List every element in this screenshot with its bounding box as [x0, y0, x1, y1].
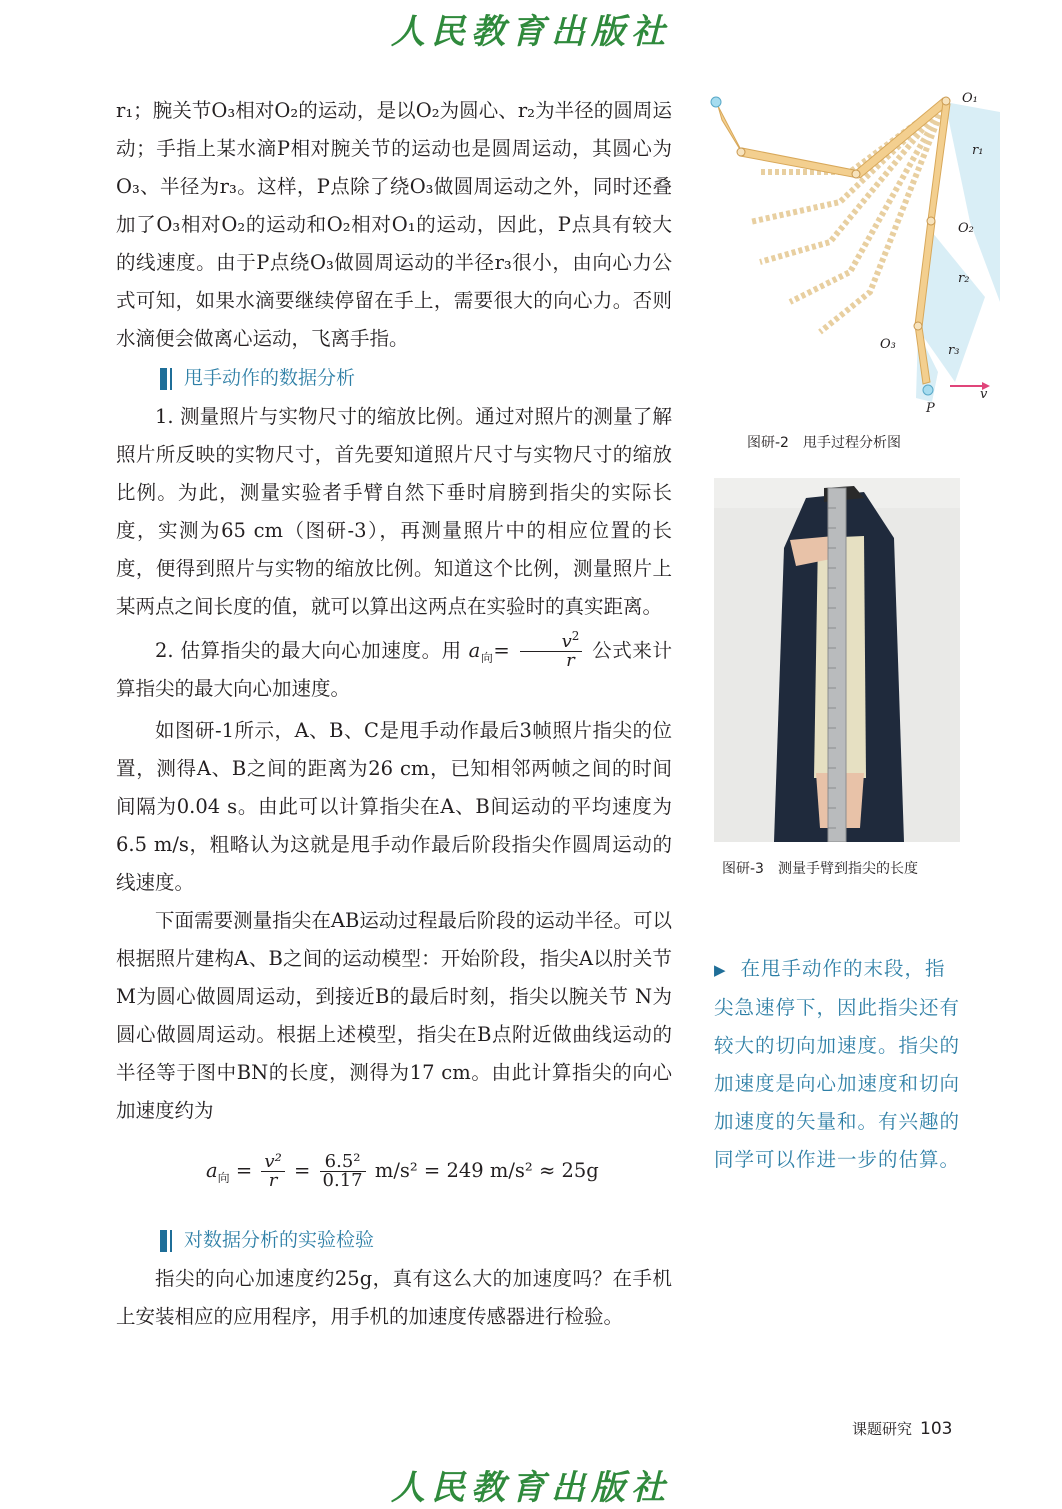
label-o2: O₂ [958, 221, 974, 236]
display-formula: $a_向$ = $\frac{\text{v²}}{r}$ = $\frac{\text{6.5²}}{0.17}$ m/s² = 249 m/s² ≈ 25g [206, 1151, 599, 1191]
footer-logo: 人民教育出版社 [391, 1468, 671, 1508]
formula-inline-fraction: $\frac{v^2}{r}$ [520, 633, 583, 670]
heading-bar-thin [170, 1230, 172, 1252]
page-number: 103 [920, 1419, 953, 1439]
paragraph-6: 指尖的向心加速度约25g，真有这么大的加速度吗？在手机上安装相应的应用程序，用手机的加速度传感器进行检验。 [116, 1267, 672, 1328]
main-text [116, 92, 672, 1336]
paragraph-2: 1. 测量照片与实物尺寸的缩放比例。通过对照片的测量了解照片所反映的实物尺寸，首先要知道照片尺寸与实物尺寸的缩放比例。为此，测量实验者手臂自然下垂时肩膀到指尖的实际长度，实测为65 cm（图研-3），再测量照片中的相应位置的长度，便得到照片与实物的缩放比例。知道这个比例，测量照片上某两点之间长度的值，就可以算出这两点在实验时的真实距离。 [116, 405, 672, 618]
water-drop-p [923, 385, 933, 395]
label-v: v [980, 387, 988, 402]
paragraph-3-b: 公式来计算指尖的最大向心加速度。 [116, 639, 672, 700]
side-note [714, 950, 962, 1179]
formula-num: 6.5² [320, 1153, 366, 1172]
label-o3: O₃ [880, 337, 896, 352]
header-logo: 人民教育出版社 [391, 12, 671, 52]
section-heading-1 [116, 358, 672, 398]
page-footer [852, 1418, 952, 1439]
section-heading-2 [116, 1220, 672, 1260]
figure-2-caption: 图研-2 甩手过程分析图 [747, 435, 901, 451]
formula-frac-2 [320, 1153, 366, 1190]
note-arrow-icon: ▶ [714, 961, 727, 979]
paragraph-5: 下面需要测量指尖在AB运动过程最后阶段的运动半径。可以根据照片建构A、B之间的运动模型：开始阶段，指尖A以肘关节M为圆心做圆周运动，到接近B的最后时刻，指尖以腕关节 N为圆心做圆周运动。根据上述模型，指尖在B点附近做曲线运动的半径等于图中BN的长度，测得为17 cm。由此计算指尖的向心加速度约为 [116, 909, 672, 1122]
formula-rest: m/s² = 249 m/s² ≈ 25g [374, 1159, 599, 1182]
label-r3: r₃ [948, 343, 960, 358]
paragraph-4: 如图研-1所示，A、B、C是甩手动作最后3帧照片指尖的位置，测得A、B之间的距离为26 cm，已知相邻两帧之间的时间间隔为0.04 s。由此可以计算指尖在A、B间运动的平均速度为6.5 m/s，粗略认为这就是甩手动作最后阶段指尖作圆周运动的线速度。 [116, 719, 672, 894]
heading-bar-thin [170, 368, 172, 390]
label-r2: r₂ [958, 271, 970, 286]
figure-3-caption: 图研-3 测量手臂到指尖的长度 [722, 861, 918, 877]
ghost-arms [750, 102, 945, 332]
label-o1: O₁ [962, 91, 978, 106]
heading-bar-icon [160, 368, 167, 390]
note-text: 在甩手动作的末段，指尖急速停下，因此指尖还有较大的切向加速度。指尖的加速度是向心加速度和切向加速度的矢量和。有兴趣的同学可以作进一步的估算。 [714, 957, 961, 1171]
label-p: P [926, 401, 935, 416]
heading-bar-icon [160, 1230, 167, 1252]
figure-arm-swing-diagram [700, 82, 1000, 422]
formula-lhs: a [206, 1159, 218, 1182]
formula-den: 0.17 [322, 1170, 363, 1191]
formula-sub: 向 [217, 1170, 230, 1185]
formula-v2: v² [264, 1151, 282, 1172]
paragraph-3-a: 2. 估算指尖的最大向心加速度。用 [155, 639, 462, 662]
page-section: 课题研究 [852, 1420, 913, 1438]
paragraph-3: 2. 估算指尖的最大向心加速度。用 $a_向=$ $\frac{v^2}{r}$ 公式来计算指尖的最大向心加速度。 [116, 629, 672, 700]
formula-r: r [268, 1170, 278, 1191]
joints [737, 97, 950, 330]
formula-frac-1 [261, 1153, 284, 1190]
paragraph-1: r₁；腕关节O₃相对O₂的运动，是以O₂为圆心、r₂为半径的圆周运动；手指上某水滴P相对腕关节的运动也是圆周运动，其圆心为O₃、半径为r₃。这样，P点除了绕O₃做圆周运动之外，同时还叠加了O₃相对O₂的运动和O₂相对O₁的运动，因此，P点具有较大的线速度。由于P点绕O₃做圆周运动的半径r₃很小，由向心力公式可知，如果水滴要继续停留在手上，需要很大的向心力。否则水滴便会做离心运动，飞离手指。 [116, 99, 672, 350]
formula-inline-a: a [468, 639, 481, 662]
heading-2-text: 对数据分析的实验检验 [184, 1229, 375, 1251]
figure-arm-measurement-photo [714, 478, 960, 842]
heading-1-text: 甩手动作的数据分析 [184, 367, 356, 389]
label-r1: r₁ [972, 143, 984, 158]
water-drop-start [711, 97, 721, 107]
measuring-ruler [828, 488, 846, 842]
formula-inline-sub: 向 [480, 650, 494, 665]
